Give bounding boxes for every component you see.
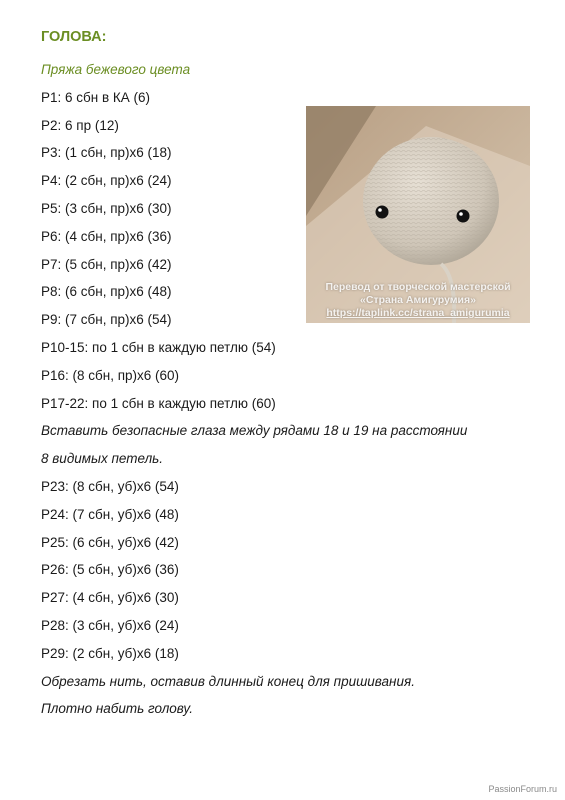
watermark-line: Перевод от творческой мастерской xyxy=(325,281,511,293)
row-line: Р2: 6 пр (12) xyxy=(41,117,119,133)
row-line: Р27: (4 сбн, уб)х6 (30) xyxy=(41,590,179,606)
row-line: Р6: (4 сбн, пр)х6 (36) xyxy=(41,228,172,244)
yarn-note: Пряжа бежевого цвета xyxy=(41,62,191,77)
row-line: Р29: (2 сбн, уб)х6 (18) xyxy=(41,645,179,661)
watermark-link[interactable]: https://taplink.cc/strana_amigurumia xyxy=(326,307,510,319)
final-note: Плотно набить голову. xyxy=(41,701,194,717)
eyes-note: Вставить безопасные глаза между рядами 18 и 19 на расстоянии xyxy=(41,423,468,439)
section-title: ГОЛОВА: xyxy=(41,29,107,45)
row-line: Р26: (5 сбн, уб)х6 (36) xyxy=(41,562,179,578)
row-line: Р1: 6 сбн в КА (6) xyxy=(41,89,151,105)
row-line: Р16: (8 сбн, пр)х6 (60) xyxy=(41,367,180,383)
row-line: Р24: (7 сбн, уб)х6 (48) xyxy=(41,506,179,522)
row-line: Р28: (3 сбн, уб)х6 (24) xyxy=(41,617,179,633)
crochet-head-photo xyxy=(306,106,530,323)
right-eye-highlight xyxy=(459,212,463,216)
row-line: Р17-22: по 1 сбн в каждую петлю (60) xyxy=(41,395,276,411)
row-line: Р9: (7 сбн, пр)х6 (54) xyxy=(41,312,172,328)
row-line: Р4: (2 сбн, пр)х6 (24) xyxy=(41,173,172,189)
row-line: Р10-15: по 1 сбн в каждую петлю (54) xyxy=(41,339,276,355)
left-eye xyxy=(376,206,389,219)
site-watermark: PassionForum.ru xyxy=(488,784,557,794)
row-line: Р8: (6 сбн, пр)х6 (48) xyxy=(41,284,172,300)
row-line: Р23: (8 сбн, уб)х6 (54) xyxy=(41,478,179,494)
row-line: Р3: (1 сбн, пр)х6 (18) xyxy=(41,145,172,161)
row-line: Р5: (3 сбн, пр)х6 (30) xyxy=(41,200,172,216)
watermark-line: «Страна Амигурумия» xyxy=(360,294,476,306)
right-eye xyxy=(457,210,470,223)
left-eye-highlight xyxy=(378,208,382,212)
row-line: Р7: (5 сбн, пр)х6 (42) xyxy=(41,256,172,272)
row-line: Р25: (6 сбн, уб)х6 (42) xyxy=(41,534,179,550)
knit-texture xyxy=(363,137,499,265)
eyes-note: 8 видимых петель. xyxy=(41,451,164,467)
final-note: Обрезать нить, оставив длинный конец для пришивания. xyxy=(41,673,415,689)
